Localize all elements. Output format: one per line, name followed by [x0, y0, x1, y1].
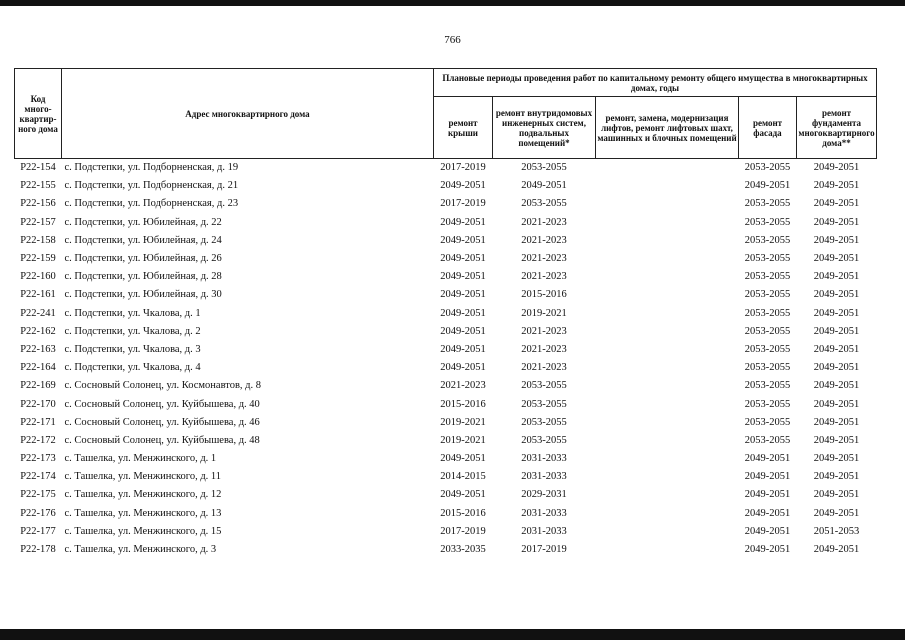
- row-address-cell: с. Подстепки, ул. Юбилейная, д. 24: [64, 234, 222, 246]
- table-row: [15, 541, 877, 559]
- row-facade-cell: 2053-2055: [744, 216, 791, 228]
- row-facade-cell: 2053-2055: [744, 253, 791, 265]
- row-systems-cell: 2017-2019: [521, 544, 567, 556]
- row-roof-cell: 2019-2021: [440, 416, 486, 428]
- row-foundation-cell: 2049-2051: [813, 253, 860, 265]
- row-lifts-cell: [596, 286, 739, 304]
- row-foundation-cell: 2049-2051: [813, 271, 860, 283]
- row-roof-cell: 2049-2051: [440, 253, 486, 265]
- row-foundation-cell: 2049-2051: [813, 398, 860, 410]
- row-foundation-cell: 2049-2051: [813, 307, 860, 319]
- row-foundation-cell: 2049-2051: [813, 325, 860, 337]
- row-facade-cell: 2053-2055: [744, 398, 791, 410]
- row-facade-cell: 2049-2051: [744, 507, 791, 519]
- row-roof-cell: 2015-2016: [440, 398, 486, 410]
- row-foundation-cell: 2049-2051: [797, 159, 877, 178]
- row-address-cell: с. Подстепки, ул. Подборненская, д. 21: [64, 180, 239, 192]
- row-code-cell: Р22-158: [20, 234, 56, 246]
- row-systems-cell: 2021-2023: [521, 234, 567, 246]
- row-code-cell: Р22-161: [20, 289, 56, 301]
- row-foundation-cell: 2049-2051: [813, 489, 860, 501]
- row-foundation-cell: 2051-2053: [813, 525, 860, 537]
- row-facade-cell: 2053-2055: [744, 271, 791, 283]
- row-lifts-cell: [596, 359, 739, 377]
- row-systems-cell: 2053-2055: [521, 434, 567, 446]
- row-address-cell: с. Подстепки, ул. Чкалова, д. 2: [64, 325, 201, 337]
- row-foundation-cell: 2049-2051: [813, 416, 860, 428]
- scan-border-top: [0, 0, 905, 6]
- row-address-cell: с. Сосновый Солонец, ул. Космонавтов, д. 8: [64, 380, 262, 392]
- row-lifts-cell: [596, 468, 739, 486]
- table-row: [15, 395, 877, 413]
- row-roof-cell: 2017-2019: [434, 159, 493, 178]
- row-lifts-cell: [596, 195, 739, 213]
- row-systems-cell: 2015-2016: [521, 289, 567, 301]
- table-row: [15, 232, 877, 250]
- table-row: [15, 268, 877, 286]
- row-code-cell: Р22-241: [20, 307, 56, 319]
- row-roof-cell: 2014-2015: [440, 471, 486, 483]
- header-lifts: ремонт, замена, модернизация лифтов, ремонт лифтовых шахт, машинных и блочных помещений: [596, 97, 739, 159]
- row-code-cell: Р22-154: [15, 159, 62, 178]
- row-code-cell: Р22-175: [20, 489, 56, 501]
- row-code-cell: Р22-170: [20, 398, 56, 410]
- table-row: [15, 450, 877, 468]
- row-address-cell: с. Сосновый Солонец, ул. Куйбышева, д. 40: [64, 398, 260, 410]
- row-address-cell: с. Ташелка, ул. Менжинского, д. 1: [64, 453, 217, 465]
- row-address-cell: с. Сосновый Солонец, ул. Куйбышева, д. 46: [64, 416, 260, 428]
- table-row: [15, 177, 877, 195]
- row-lifts-cell: [596, 432, 739, 450]
- row-systems-cell: 2031-2033: [521, 471, 567, 483]
- row-roof-cell: 2049-2051: [440, 271, 486, 283]
- row-lifts-cell: [596, 395, 739, 413]
- row-roof-cell: 2049-2051: [440, 289, 486, 301]
- table-row: [15, 432, 877, 450]
- scan-border-bottom: [0, 629, 905, 640]
- table-row: [15, 377, 877, 395]
- row-foundation-cell: 2049-2051: [813, 471, 860, 483]
- row-systems-cell: 2021-2023: [521, 343, 567, 355]
- row-foundation-cell: 2049-2051: [813, 380, 860, 392]
- row-roof-cell: 2049-2051: [440, 343, 486, 355]
- row-foundation-cell: 2049-2051: [813, 216, 860, 228]
- row-systems-cell: 2021-2023: [521, 271, 567, 283]
- row-facade-cell: 2049-2051: [744, 180, 791, 192]
- header-row-1: [15, 69, 877, 97]
- row-address-cell: с. Подстепки, ул. Юбилейная, д. 22: [64, 216, 222, 228]
- row-address-cell: с. Ташелка, ул. Менжинского, д. 11: [64, 471, 222, 483]
- row-address-cell: с. Ташелка, ул. Менжинского, д. 13: [64, 507, 222, 519]
- row-facade-cell: 2053-2055: [744, 416, 791, 428]
- row-roof-cell: 2015-2016: [440, 507, 486, 519]
- row-facade-cell: 2049-2051: [744, 471, 791, 483]
- header-facade: ремонт фасада: [739, 97, 797, 159]
- row-address-cell: с. Подстепки, ул. Чкалова, д. 4: [64, 362, 201, 374]
- table-row: [15, 505, 877, 523]
- row-lifts-cell: [596, 323, 739, 341]
- row-foundation-cell: 2049-2051: [813, 507, 860, 519]
- row-foundation-cell: 2049-2051: [813, 289, 860, 301]
- row-systems-cell: 2049-2051: [521, 180, 567, 192]
- table-row: [15, 414, 877, 432]
- row-code-cell: Р22-178: [20, 544, 56, 556]
- row-code-cell: Р22-159: [20, 253, 56, 265]
- row-address-cell: с. Подстепки, ул. Чкалова, д. 3: [64, 343, 201, 355]
- row-lifts-cell: [596, 505, 739, 523]
- row-address-cell: с. Ташелка, ул. Менжинского, д. 3: [64, 544, 217, 556]
- table-row: [15, 323, 877, 341]
- row-roof-cell: 2017-2019: [440, 198, 486, 210]
- row-roof-cell: 2017-2019: [440, 525, 486, 537]
- row-facade-cell: 2053-2055: [744, 307, 791, 319]
- row-systems-cell: 2053-2055: [521, 398, 567, 410]
- row-address-cell: с. Ташелка, ул. Менжинского, д. 12: [64, 489, 222, 501]
- row-code-cell: Р22-176: [20, 507, 56, 519]
- repair-schedule-table: [14, 68, 877, 559]
- row-systems-cell: 2031-2033: [521, 507, 567, 519]
- table-row: [15, 523, 877, 541]
- row-code-cell: Р22-164: [20, 362, 56, 374]
- row-systems-cell: 2021-2023: [521, 362, 567, 374]
- header-roof: ремонт крыши: [434, 97, 493, 159]
- row-roof-cell: 2049-2051: [440, 362, 486, 374]
- table-row: [15, 214, 877, 232]
- row-address-cell: с. Сосновый Солонец, ул. Куйбышева, д. 48: [64, 434, 260, 446]
- row-roof-cell: 2019-2021: [440, 434, 486, 446]
- row-address-cell: с. Подстепки, ул. Подборненская, д. 23: [64, 198, 239, 210]
- row-facade-cell: 2053-2055: [744, 380, 791, 392]
- table-row: [15, 250, 877, 268]
- header-foundation: ремонт фундамента многоквартирного дома**: [797, 97, 877, 159]
- row-code-cell: Р22-157: [20, 216, 56, 228]
- row-lifts-cell: [596, 214, 739, 232]
- row-roof-cell: 2033-2035: [440, 544, 486, 556]
- row-lifts-cell: [596, 159, 739, 178]
- header-systems: ремонт внутридомовых инженерных систем, подвальных помещений*: [493, 97, 596, 159]
- header-code: Код много-квартир-ного дома: [15, 69, 62, 159]
- row-lifts-cell: [596, 232, 739, 250]
- row-facade-cell: 2053-2055: [744, 434, 791, 446]
- row-facade-cell: 2053-2055: [739, 159, 797, 178]
- row-systems-cell: 2019-2021: [521, 307, 567, 319]
- row-code-cell: Р22-156: [20, 198, 56, 210]
- row-facade-cell: 2053-2055: [744, 325, 791, 337]
- row-roof-cell: 2049-2051: [440, 307, 486, 319]
- row-address-cell: с. Ташелка, ул. Менжинского, д. 15: [64, 525, 222, 537]
- table-row: [15, 486, 877, 504]
- table-body: [15, 159, 877, 560]
- row-foundation-cell: 2049-2051: [813, 343, 860, 355]
- row-code-cell: Р22-177: [20, 525, 56, 537]
- row-lifts-cell: [596, 414, 739, 432]
- row-foundation-cell: 2049-2051: [813, 198, 860, 210]
- row-code-cell: Р22-160: [20, 271, 56, 283]
- row-foundation-cell: 2049-2051: [813, 453, 860, 465]
- row-lifts-cell: [596, 305, 739, 323]
- row-facade-cell: 2053-2055: [744, 343, 791, 355]
- table-row: [15, 359, 877, 377]
- row-address-cell: с. Подстепки, ул. Чкалова, д. 1: [64, 307, 201, 319]
- table-row: [15, 468, 877, 486]
- row-roof-cell: 2049-2051: [440, 489, 486, 501]
- row-foundation-cell: 2049-2051: [813, 434, 860, 446]
- row-systems-cell: 2053-2055: [521, 416, 567, 428]
- row-facade-cell: 2053-2055: [744, 362, 791, 374]
- row-roof-cell: 2049-2051: [440, 325, 486, 337]
- row-code-cell: Р22-173: [20, 453, 56, 465]
- row-foundation-cell: 2049-2051: [813, 180, 860, 192]
- row-facade-cell: 2053-2055: [744, 198, 791, 210]
- page-number: 766: [444, 34, 461, 46]
- table-row: [15, 305, 877, 323]
- row-code-cell: Р22-162: [20, 325, 56, 337]
- row-lifts-cell: [596, 177, 739, 195]
- row-lifts-cell: [596, 486, 739, 504]
- row-facade-cell: 2049-2051: [744, 544, 791, 556]
- row-facade-cell: 2049-2051: [744, 525, 791, 537]
- row-roof-cell: 2049-2051: [440, 216, 486, 228]
- row-address-cell: с. Подстепки, ул. Юбилейная, д. 28: [64, 271, 222, 283]
- row-foundation-cell: 2049-2051: [813, 544, 860, 556]
- row-systems-cell: 2053-2055: [493, 159, 596, 178]
- row-roof-cell: 2049-2051: [440, 180, 486, 192]
- table-row: [15, 341, 877, 359]
- row-lifts-cell: [596, 450, 739, 468]
- row-systems-cell: 2053-2055: [521, 380, 567, 392]
- row-facade-cell: 2053-2055: [744, 234, 791, 246]
- table-row: [15, 159, 877, 178]
- row-lifts-cell: [596, 250, 739, 268]
- row-systems-cell: 2021-2023: [521, 253, 567, 265]
- row-lifts-cell: [596, 341, 739, 359]
- row-code-cell: Р22-155: [20, 180, 56, 192]
- table-row: [15, 195, 877, 213]
- row-address-cell: с. Подстепки, ул. Юбилейная, д. 30: [64, 289, 222, 301]
- row-roof-cell: 2049-2051: [440, 234, 486, 246]
- row-code-cell: Р22-169: [20, 380, 56, 392]
- row-lifts-cell: [596, 268, 739, 286]
- row-lifts-cell: [596, 523, 739, 541]
- header-address: Адрес многоквартирного дома: [62, 69, 434, 159]
- header-periods-group: Плановые периоды проведения работ по капитальному ремонту общего имущества в многоквартирных домах, годы: [434, 69, 877, 97]
- row-address-cell: с. Подстепки, ул. Подборненская, д. 19: [62, 159, 434, 178]
- row-foundation-cell: 2049-2051: [813, 362, 860, 374]
- row-systems-cell: 2031-2033: [521, 525, 567, 537]
- row-systems-cell: 2053-2055: [521, 198, 567, 210]
- row-lifts-cell: [596, 541, 739, 559]
- row-facade-cell: 2049-2051: [744, 453, 791, 465]
- row-systems-cell: 2021-2023: [521, 216, 567, 228]
- row-systems-cell: 2021-2023: [521, 325, 567, 337]
- row-systems-cell: 2031-2033: [521, 453, 567, 465]
- row-code-cell: Р22-171: [20, 416, 56, 428]
- table-row: [15, 286, 877, 304]
- row-systems-cell: 2029-2031: [521, 489, 567, 501]
- row-facade-cell: 2053-2055: [744, 289, 791, 301]
- row-code-cell: Р22-163: [20, 343, 56, 355]
- row-foundation-cell: 2049-2051: [813, 234, 860, 246]
- row-code-cell: Р22-174: [20, 471, 56, 483]
- row-address-cell: с. Подстепки, ул. Юбилейная, д. 26: [64, 253, 222, 265]
- row-code-cell: Р22-172: [20, 434, 56, 446]
- row-facade-cell: 2049-2051: [744, 489, 791, 501]
- row-roof-cell: 2049-2051: [440, 453, 486, 465]
- row-roof-cell: 2021-2023: [440, 380, 486, 392]
- row-lifts-cell: [596, 377, 739, 395]
